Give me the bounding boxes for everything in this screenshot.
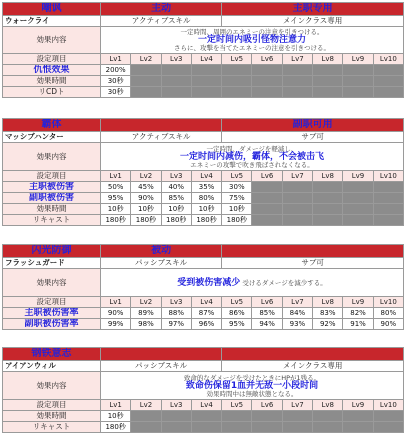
desc-jp-1: 致命的なダメージを受けたときにHPが1残る。 xyxy=(183,373,321,382)
cell-value: 88% xyxy=(161,308,191,319)
cell-value: 180秒 xyxy=(191,215,221,226)
settings-label: 設定項目 xyxy=(3,400,101,411)
level-header: Lv2 xyxy=(131,171,161,182)
cell-value: 200% xyxy=(101,65,131,76)
cell-value: 89% xyxy=(131,308,161,319)
table-row xyxy=(3,65,404,76)
cell-value: 80% xyxy=(191,193,221,204)
cell-value: 180秒 xyxy=(161,215,191,226)
cell-value: 180秒 xyxy=(101,422,131,433)
skill-type: パッシブスキル xyxy=(101,258,222,269)
skill-type-cn: 被动 xyxy=(151,245,172,256)
cell-value: 90% xyxy=(373,319,403,330)
cell-value: 30秒 xyxy=(101,87,131,98)
cell-value: 75% xyxy=(222,193,252,204)
cell-value: 180秒 xyxy=(131,215,161,226)
skill-type-cell xyxy=(101,119,222,132)
level-header: Lv9 xyxy=(343,400,373,411)
skill-type: アクティブスキル xyxy=(101,132,222,143)
cell-value: 10秒 xyxy=(101,411,131,422)
cell-value: 86% xyxy=(222,308,252,319)
desc-jp-2: エネミーの攻撃で吹き飛ばされなくなる。 xyxy=(190,160,314,169)
effect-description xyxy=(101,143,404,171)
level-header: Lv8 xyxy=(313,54,343,65)
skill-title-cn: 霸体 xyxy=(41,119,62,130)
skill-class-cell xyxy=(222,3,404,16)
skill-table xyxy=(2,244,404,330)
desc-cn: 一定时间内吸引怪物注意力 xyxy=(197,35,306,45)
level-header: Lv8 xyxy=(313,171,343,182)
table-row xyxy=(3,411,404,422)
cell-value: 10秒 xyxy=(131,204,161,215)
table-row xyxy=(3,182,404,193)
level-header: Lv10 xyxy=(373,171,403,182)
skill-title-cell xyxy=(3,245,101,258)
level-header: Lv4 xyxy=(191,54,221,65)
table-row xyxy=(3,76,404,87)
level-header: Lv3 xyxy=(161,297,191,308)
cell-value: 96% xyxy=(191,319,221,330)
table-row xyxy=(3,308,404,319)
cell-value: 95% xyxy=(101,193,131,204)
level-header: Lv2 xyxy=(131,400,161,411)
skill-title-cell xyxy=(3,119,101,132)
desc-cn: 受到被伤害减少 xyxy=(177,277,241,288)
skill-class-cell xyxy=(222,245,404,258)
level-header: Lv6 xyxy=(252,54,282,65)
table-row xyxy=(3,87,404,98)
desc-jp-2: 効果時間中は無敵状態となる。 xyxy=(206,389,298,398)
table-row xyxy=(3,319,404,330)
level-header: Lv5 xyxy=(222,171,252,182)
level-header: Lv9 xyxy=(343,171,373,182)
skill-title-cn: 钢铁意志 xyxy=(31,348,72,359)
row-label: リCDト xyxy=(3,87,101,98)
level-header: Lv4 xyxy=(191,400,221,411)
row-label: 主职被伤害率 xyxy=(3,308,101,319)
level-header: Lv10 xyxy=(373,400,403,411)
cell-value: 82% xyxy=(343,308,373,319)
cell-value: 50% xyxy=(101,182,131,193)
cell-value: 35% xyxy=(191,182,221,193)
level-header: Lv1 xyxy=(101,400,131,411)
row-label: 副职被伤害 xyxy=(3,193,101,204)
cell-value: 92% xyxy=(313,319,343,330)
desc-cn: 一定时间内减伤，霸体，不会被击飞 xyxy=(179,151,324,162)
row-label: リキャスト xyxy=(3,215,101,226)
desc-jp-1: 一定時間、ダメージを軽減し、 xyxy=(206,144,298,153)
desc-jp-1: 一定時間、周囲のエネミーの注意を引きつける。 xyxy=(180,28,324,36)
skill-type-cn: 主动 xyxy=(151,3,172,14)
skill-class: メインクラス専用 xyxy=(222,16,404,27)
skill-name: フラッシュガード xyxy=(3,258,101,269)
skill-name: ウォークライ xyxy=(3,16,101,27)
skill-title-cell xyxy=(3,348,101,361)
table-row xyxy=(3,193,404,204)
skill-class: サブ可 xyxy=(222,258,404,269)
cell-value: 93% xyxy=(282,319,312,330)
level-header: Lv9 xyxy=(343,297,373,308)
row-label: 効果時間 xyxy=(3,204,101,215)
skill-table xyxy=(2,347,404,433)
row-label: 主职被伤害 xyxy=(3,182,101,193)
level-header: Lv8 xyxy=(313,297,343,308)
cell-value: 90% xyxy=(131,193,161,204)
level-header: Lv10 xyxy=(373,297,403,308)
cell-value: 180秒 xyxy=(101,215,131,226)
settings-label: 設定項目 xyxy=(3,171,101,182)
effect-description xyxy=(101,372,404,400)
cell-value: 87% xyxy=(191,308,221,319)
skill-class-cn: 副职可用 xyxy=(292,119,333,130)
level-header: Lv5 xyxy=(222,54,252,65)
cell-value: 10秒 xyxy=(191,204,221,215)
skill-section-warcry xyxy=(2,2,403,98)
cell-value: 98% xyxy=(131,319,161,330)
cell-value: 95% xyxy=(222,319,252,330)
effect-label: 効果内容 xyxy=(3,27,101,54)
cell-value: 99% xyxy=(101,319,131,330)
level-header: Lv4 xyxy=(191,171,221,182)
skill-title-cell xyxy=(3,3,101,16)
table-row xyxy=(3,215,404,226)
cell-value: 30% xyxy=(222,182,252,193)
effect-label: 効果内容 xyxy=(3,269,101,297)
skill-title-cn: 嘲讽 xyxy=(41,3,62,14)
desc-jp-2: さらに、攻撃を当てたエネミーの注意を引きつける。 xyxy=(173,44,330,52)
level-header: Lv10 xyxy=(373,54,403,65)
level-header: Lv3 xyxy=(161,171,191,182)
level-header: Lv6 xyxy=(252,297,282,308)
level-header: Lv2 xyxy=(131,297,161,308)
level-header: Lv5 xyxy=(222,400,252,411)
level-header: Lv6 xyxy=(252,400,282,411)
skill-type: パッシブスキル xyxy=(101,361,222,372)
skill-class-cell xyxy=(222,119,404,132)
effect-description xyxy=(101,27,404,54)
level-header: Lv2 xyxy=(131,54,161,65)
level-header: Lv1 xyxy=(101,171,131,182)
level-header: Lv7 xyxy=(282,297,312,308)
cell-value: 90% xyxy=(101,308,131,319)
level-header: Lv9 xyxy=(343,54,373,65)
skill-type-cell xyxy=(101,348,222,361)
table-row xyxy=(3,422,404,433)
settings-label: 設定項目 xyxy=(3,297,101,308)
level-header: Lv7 xyxy=(282,400,312,411)
level-header: Lv7 xyxy=(282,171,312,182)
cell-value: 97% xyxy=(161,319,191,330)
skill-table xyxy=(2,2,404,98)
skill-type-cell xyxy=(101,245,222,258)
cell-value: 83% xyxy=(313,308,343,319)
level-header: Lv1 xyxy=(101,54,131,65)
table-row xyxy=(3,204,404,215)
skill-class-cn: 主职专用 xyxy=(292,3,333,14)
cell-value: 84% xyxy=(282,308,312,319)
cell-value: 85% xyxy=(252,308,282,319)
desc-jp: 受けるダメージを減少する。 xyxy=(242,278,327,287)
effect-label: 効果内容 xyxy=(3,372,101,400)
cell-value: 94% xyxy=(252,319,282,330)
level-header: Lv8 xyxy=(313,400,343,411)
level-header: Lv6 xyxy=(252,171,282,182)
row-label: 効果時間 xyxy=(3,76,101,87)
effect-label: 効果内容 xyxy=(3,143,101,171)
desc-cn: 致命伤保留1血并无敌一小段时间 xyxy=(185,380,319,391)
skill-title-cn: 闪光防御 xyxy=(31,245,72,256)
cell-value: 10秒 xyxy=(161,204,191,215)
settings-label: 設定項目 xyxy=(3,54,101,65)
cell-value: 85% xyxy=(161,193,191,204)
skill-section-massive-hunter xyxy=(2,118,403,226)
skill-table xyxy=(2,118,404,226)
level-header: Lv1 xyxy=(101,297,131,308)
level-header: Lv4 xyxy=(191,297,221,308)
skill-section-flash-guard xyxy=(2,244,403,330)
cell-value: 40% xyxy=(161,182,191,193)
level-header: Lv3 xyxy=(161,54,191,65)
level-header: Lv7 xyxy=(282,54,312,65)
row-label: リキャスト xyxy=(3,422,101,433)
cell-value: 80% xyxy=(373,308,403,319)
skill-type-cell xyxy=(101,3,222,16)
row-label: 効果時間 xyxy=(3,411,101,422)
cell-value: 180秒 xyxy=(222,215,252,226)
cell-value: 10秒 xyxy=(101,204,131,215)
cell-value: 30秒 xyxy=(101,76,131,87)
effect-description xyxy=(101,269,404,297)
level-header: Lv5 xyxy=(222,297,252,308)
skill-type: アクティブスキル xyxy=(101,16,222,27)
row-label: 副职被伤害率 xyxy=(3,319,101,330)
skill-class: メインクラス専用 xyxy=(222,361,404,372)
level-header: Lv3 xyxy=(161,400,191,411)
cell-value: 45% xyxy=(131,182,161,193)
cell-value: 10秒 xyxy=(222,204,252,215)
row-label: 仇恨效果 xyxy=(3,65,101,76)
skill-section-iron-will xyxy=(2,347,403,433)
skill-name: アイアンウィル xyxy=(3,361,101,372)
skill-name: マッシブハンター xyxy=(3,132,101,143)
cell-value: 91% xyxy=(343,319,373,330)
skill-class: サブ可 xyxy=(222,132,404,143)
skill-class-cell xyxy=(222,348,404,361)
